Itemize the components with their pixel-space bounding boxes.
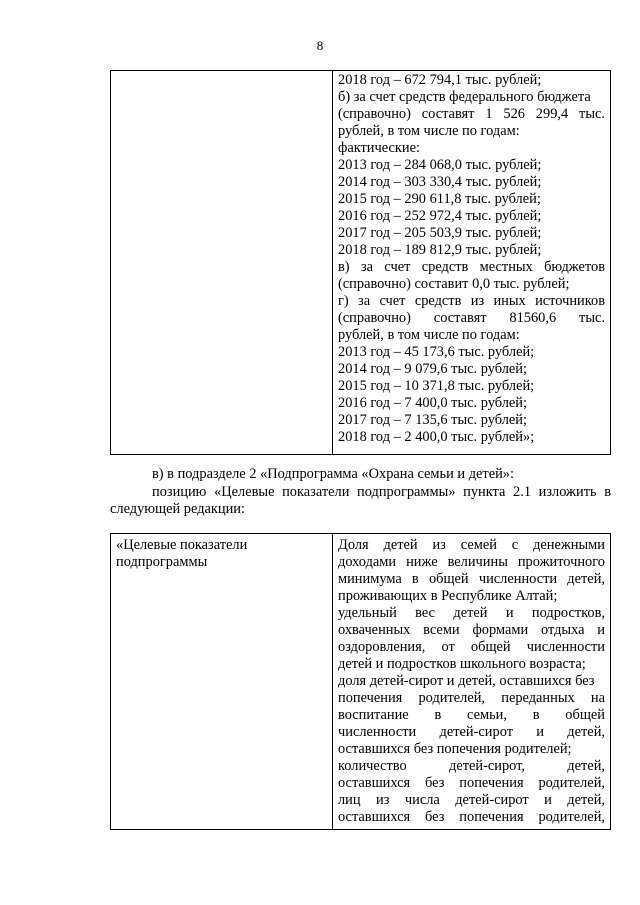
page-number: 8 xyxy=(316,38,324,53)
cell-line: удельный вес детей и подростков, xyxy=(338,605,605,621)
cell-line: 2014 год – 9 079,6 тыс. рублей; xyxy=(338,361,527,377)
cell-line: 2016 год – 7 400,0 тыс. рублей; xyxy=(338,395,527,411)
indicators-table xyxy=(110,533,611,830)
cell-line: 2013 год – 284 068,0 тыс. рублей; xyxy=(338,157,542,173)
cell-line: 2015 год – 290 611,8 тыс. рублей; xyxy=(338,191,541,207)
cell-line: (справочно) составит 0,0 тыс. рублей; xyxy=(338,276,570,292)
cell-line: г) за счет средств из иных источников xyxy=(338,293,605,309)
paragraph-subsection: в) в подразделе 2 «Подпрограмма «Охрана семьи и детей»: xyxy=(152,466,514,482)
cell-line: рублей, в том числе по годам: xyxy=(338,327,520,343)
cell-line: 2017 год – 205 503,9 тыс. рублей; xyxy=(338,225,542,241)
cell-line: доля детей-сирот и детей, оставшихся без xyxy=(338,673,595,689)
cell-line: 2015 год – 10 371,8 тыс. рублей; xyxy=(338,378,535,394)
cell-line: «Целевые показатели xyxy=(116,537,248,553)
cell-line: рублей, в том числе по годам: xyxy=(338,123,520,139)
cell-line: подпрограммы xyxy=(116,554,208,570)
cell-line: оставшихся без попечения родителей; xyxy=(338,741,572,757)
cell-line: оставшихся без попечения родителей, xyxy=(338,775,605,791)
cell-line: 2013 год – 45 173,6 тыс. рублей; xyxy=(338,344,535,360)
cell-line: 2018 год – 672 794,1 тыс. рублей; xyxy=(338,72,542,88)
cell-line: (справочно) составят 81560,6 тыс. xyxy=(338,310,605,326)
cell-line: оставшихся без попечения родителей, xyxy=(338,809,605,825)
cell-line: численности детей-сирот и детей, xyxy=(338,724,605,740)
cell-line: 2016 год – 252 972,4 тыс. рублей; xyxy=(338,208,542,224)
paragraph-line: следующей редакции: xyxy=(110,501,245,517)
cell-line: минимума в общей численности детей, xyxy=(338,571,605,587)
cell-line: попечения родителей, переданных на xyxy=(338,690,605,706)
cell-line: лиц из числа детей-сирот и детей, xyxy=(338,792,605,808)
cell-line: доходами ниже величины прожиточного xyxy=(338,554,605,570)
cell-line: (справочно) составят 1 526 299,4 тыс. xyxy=(338,106,605,122)
cell-line: Доля детей из семей с денежными xyxy=(338,537,605,553)
cell-line: детей и подростков школьного возраста; xyxy=(338,656,586,672)
cell-line: количество детей-сирот, детей, xyxy=(338,758,605,774)
table-cell-right xyxy=(333,71,611,455)
table-cell-right xyxy=(333,534,611,830)
funding-table xyxy=(110,70,611,455)
cell-line: фактические: xyxy=(338,140,420,156)
cell-line: 2014 год – 303 330,4 тыс. рублей; xyxy=(338,174,542,190)
table-row xyxy=(111,71,611,455)
cell-line: охваченных всеми формами отдыха и xyxy=(338,622,605,638)
paragraph-line: позицию «Целевые показатели подпрограммы» пункта 2.1 изложить в xyxy=(152,484,611,500)
cell-line: воспитание в семьи, в общей xyxy=(338,707,605,723)
cell-line: в) за счет средств местных бюджетов xyxy=(338,259,605,275)
table-cell-left xyxy=(111,534,333,830)
table-row xyxy=(111,534,611,830)
cell-line: проживающих в Республике Алтай; xyxy=(338,588,558,604)
cell-line: 2017 год – 7 135,6 тыс. рублей; xyxy=(338,412,527,428)
paragraph-instruction xyxy=(110,484,611,518)
cell-line: 2018 год – 189 812,9 тыс. рублей; xyxy=(338,242,542,258)
table-cell-left xyxy=(111,71,333,455)
cell-line: оздоровления, от общей численности xyxy=(338,639,605,655)
cell-line: б) за счет средств федерального бюджета xyxy=(338,89,591,105)
cell-line: 2018 год – 2 400,0 тыс. рублей»; xyxy=(338,429,535,445)
